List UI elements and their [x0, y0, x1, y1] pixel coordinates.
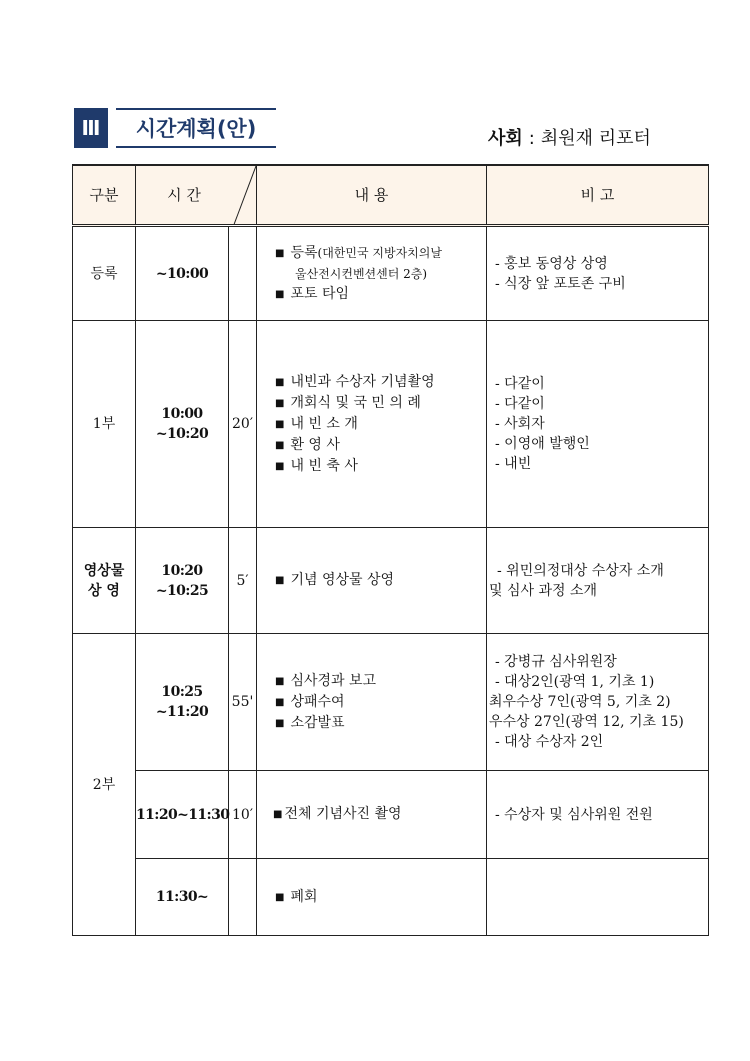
duration-part2-b: 10′	[229, 771, 257, 859]
header-time-label: 시 간	[167, 186, 201, 204]
content-part1	[257, 321, 487, 528]
square-bullet-icon: ■	[275, 460, 285, 472]
list-item: ■ 내 빈 축 사	[275, 457, 358, 474]
content-part2-c	[257, 859, 487, 936]
mc-name: 최원재 리포터	[540, 128, 651, 149]
list-item: 및 심사 과정 소개	[489, 582, 598, 599]
square-bullet-icon: ■	[275, 247, 285, 259]
time-registration: ~10:00	[136, 226, 229, 321]
mc-info	[488, 124, 651, 150]
list-item: ■ 전체 기념사진 촬영	[273, 806, 402, 822]
table-header-row	[73, 165, 709, 226]
list-item: ■ 기념 영상물 상영	[275, 572, 395, 588]
square-bullet-icon: ■	[275, 891, 285, 903]
square-bullet-icon: ■	[275, 675, 285, 687]
time-part2-a: 10:25 ~11:20	[136, 634, 229, 771]
list-item: - 수상자 및 심사위원 전원	[495, 806, 653, 823]
note-video	[487, 528, 709, 634]
square-bullet-icon: ■	[275, 376, 285, 388]
list-item: ■ 환 영 사	[275, 436, 340, 453]
note-registration	[487, 226, 709, 321]
list-item: - 사회자	[495, 416, 545, 432]
list-item: ■ 폐회	[275, 888, 318, 905]
list-item: ■ 심사경과 보고	[275, 672, 377, 689]
content-video	[257, 528, 487, 634]
mc-label: 사회	[488, 128, 523, 149]
list-item: ■ 소감발표	[275, 714, 345, 731]
duration-part2-c	[229, 859, 257, 936]
duration-registration	[229, 226, 257, 321]
time-part1: 10:00 ~10:20	[136, 321, 229, 528]
square-bullet-icon: ■	[275, 397, 285, 409]
section-number: Ⅲ	[74, 108, 108, 148]
section-title: 시간계획(안)	[116, 108, 276, 148]
table-row	[73, 859, 709, 936]
list-item: ■ 개회식 및 국 민 의 례	[275, 394, 421, 411]
list-item: ■ 내 빈 소 개	[275, 415, 358, 432]
square-bullet-icon: ■	[275, 575, 285, 586]
duration-part2-a: 55'	[229, 634, 257, 771]
table-row	[73, 528, 709, 634]
duration-video: 5′	[229, 528, 257, 634]
list-item: - 위민의정대상 수상자 소개	[497, 562, 664, 579]
note-part2-c	[487, 859, 709, 936]
list-item: 우수상 27인(광역 12, 기초 15)	[489, 714, 684, 730]
header-content: 내 용	[257, 165, 487, 226]
table-row	[73, 634, 709, 771]
table-row	[73, 771, 709, 859]
list-item: - 다같이	[495, 376, 545, 392]
list-item: 최우수상 7인(광역 5, 기초 2)	[489, 694, 671, 710]
gubun-video: 영상물 상 영	[73, 528, 136, 634]
list-item: - 식장 앞 포토존 구비	[495, 275, 626, 292]
table-row	[73, 321, 709, 528]
table-row	[73, 226, 709, 321]
gubun-registration: 등록	[73, 226, 136, 321]
square-bullet-icon: ■	[273, 809, 283, 820]
mc-separator: :	[528, 128, 535, 149]
square-bullet-icon: ■	[275, 288, 285, 300]
square-bullet-icon: ■	[275, 418, 285, 430]
list-item: 울산전시컨벤션센터 2층)	[295, 266, 428, 281]
list-item: ■ 포토 타임	[275, 285, 349, 302]
list-item: ■ 내빈과 수상자 기념촬영	[275, 373, 435, 390]
note-part2-a	[487, 634, 709, 771]
square-bullet-icon: ■	[275, 696, 285, 708]
header-time	[136, 165, 257, 226]
list-item: - 이영애 발행인	[495, 436, 590, 452]
list-item: ■ 등록(대한민국 지방자치의날	[275, 244, 442, 261]
list-item: - 내빈	[495, 456, 532, 472]
content-part2-a	[257, 634, 487, 771]
gubun-part2: 2부	[73, 634, 136, 936]
list-item: - 대상 수상자 2인	[495, 734, 604, 750]
content-registration	[257, 226, 487, 321]
list-item: - 강병규 심사위원장	[495, 654, 617, 670]
header-gubun: 구분	[73, 165, 136, 226]
note-part2-b	[487, 771, 709, 859]
schedule-table	[72, 164, 709, 936]
time-part2-c: 11:30~	[136, 859, 229, 936]
square-bullet-icon: ■	[275, 439, 285, 451]
list-item: - 홍보 동영상 상영	[495, 255, 608, 272]
square-bullet-icon: ■	[275, 717, 285, 729]
note-part1	[487, 321, 709, 528]
gubun-part1: 1부	[73, 321, 136, 528]
header-note: 비 고	[487, 165, 709, 226]
time-part2-b: 11:20~11:30	[136, 771, 229, 859]
list-item: - 다같이	[495, 396, 545, 412]
list-item: - 대상2인(광역 1, 기초 1)	[495, 674, 655, 690]
content-part2-b	[257, 771, 487, 859]
time-video: 10:20 ~10:25	[136, 528, 229, 634]
duration-part1: 20′	[229, 321, 257, 528]
list-item: ■ 상패수여	[275, 693, 345, 710]
